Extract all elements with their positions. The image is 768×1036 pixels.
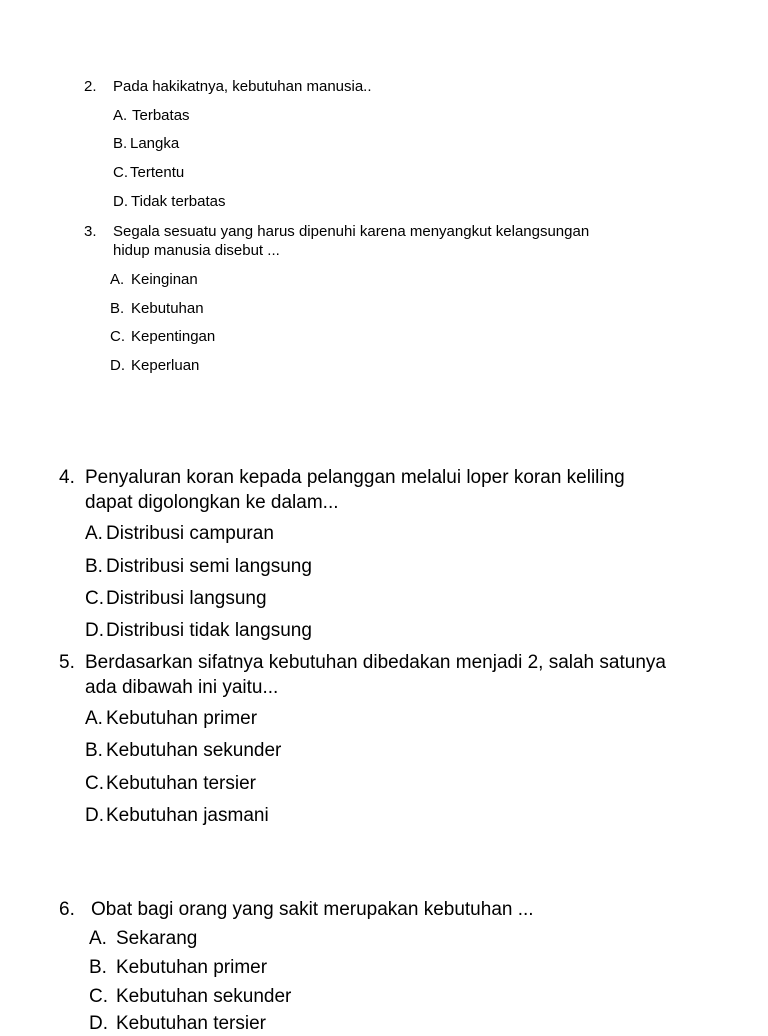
option-b: B. Kebutuhan sekunder xyxy=(85,740,282,761)
question-stem-line-2: hidup manusia disebut ... xyxy=(113,242,280,259)
option-c: C. Distribusi langsung xyxy=(85,588,267,609)
option-d: D. Keperluan xyxy=(110,357,200,374)
option-d: D. Distribusi tidak langsung xyxy=(85,620,312,641)
option-a: A. Sekarang xyxy=(89,928,198,949)
option-d: D. Tidak terbatas xyxy=(113,193,226,210)
question-number: 3. xyxy=(84,223,97,240)
question-number: 4. xyxy=(59,467,75,488)
option-c: C. Kebutuhan tersier xyxy=(85,773,256,794)
question-stem-line-2: ada dibawah ini yaitu... xyxy=(85,677,279,698)
option-b: B. Langka xyxy=(113,135,180,152)
question-stem-line-1: Berdasarkan sifatnya kebutuhan dibedakan menjadi 2, salah satunya xyxy=(85,652,666,673)
option-c: C. Kepentingan xyxy=(110,328,216,345)
option-a: A. Kebutuhan primer xyxy=(85,708,258,729)
option-c: C. Kebutuhan sekunder xyxy=(89,986,292,1007)
option-c: C. Tertentu xyxy=(113,164,185,181)
option-b: B. Kebutuhan primer xyxy=(89,957,268,978)
option-a: A. Distribusi campuran xyxy=(85,523,274,544)
question-stem-line-1: Penyaluran koran kepada pelanggan melalui loper koran keliling xyxy=(85,467,625,488)
question-number: 6. xyxy=(59,899,75,920)
option-b: B. Kebutuhan xyxy=(110,300,204,317)
option-d: D. Kebutuhan jasmani xyxy=(85,805,269,826)
question-stem: Obat bagi orang yang sakit merupakan kebutuhan ... xyxy=(91,899,534,920)
question-number: 2. xyxy=(84,78,97,95)
question-stem-line-1: Segala sesuatu yang harus dipenuhi karena menyangkut kelangsungan xyxy=(113,223,590,240)
option-a: A. Terbatas xyxy=(113,107,190,124)
question-number: 5. xyxy=(59,652,75,673)
question-stem: Pada hakikatnya, kebutuhan manusia.. xyxy=(113,78,372,95)
option-a: A. Keinginan xyxy=(110,271,198,288)
option-b: B. Distribusi semi langsung xyxy=(85,556,312,577)
option-d: D. Kebutuhan tersier xyxy=(89,1013,266,1034)
question-stem-line-2: dapat digolongkan ke dalam... xyxy=(85,492,339,513)
